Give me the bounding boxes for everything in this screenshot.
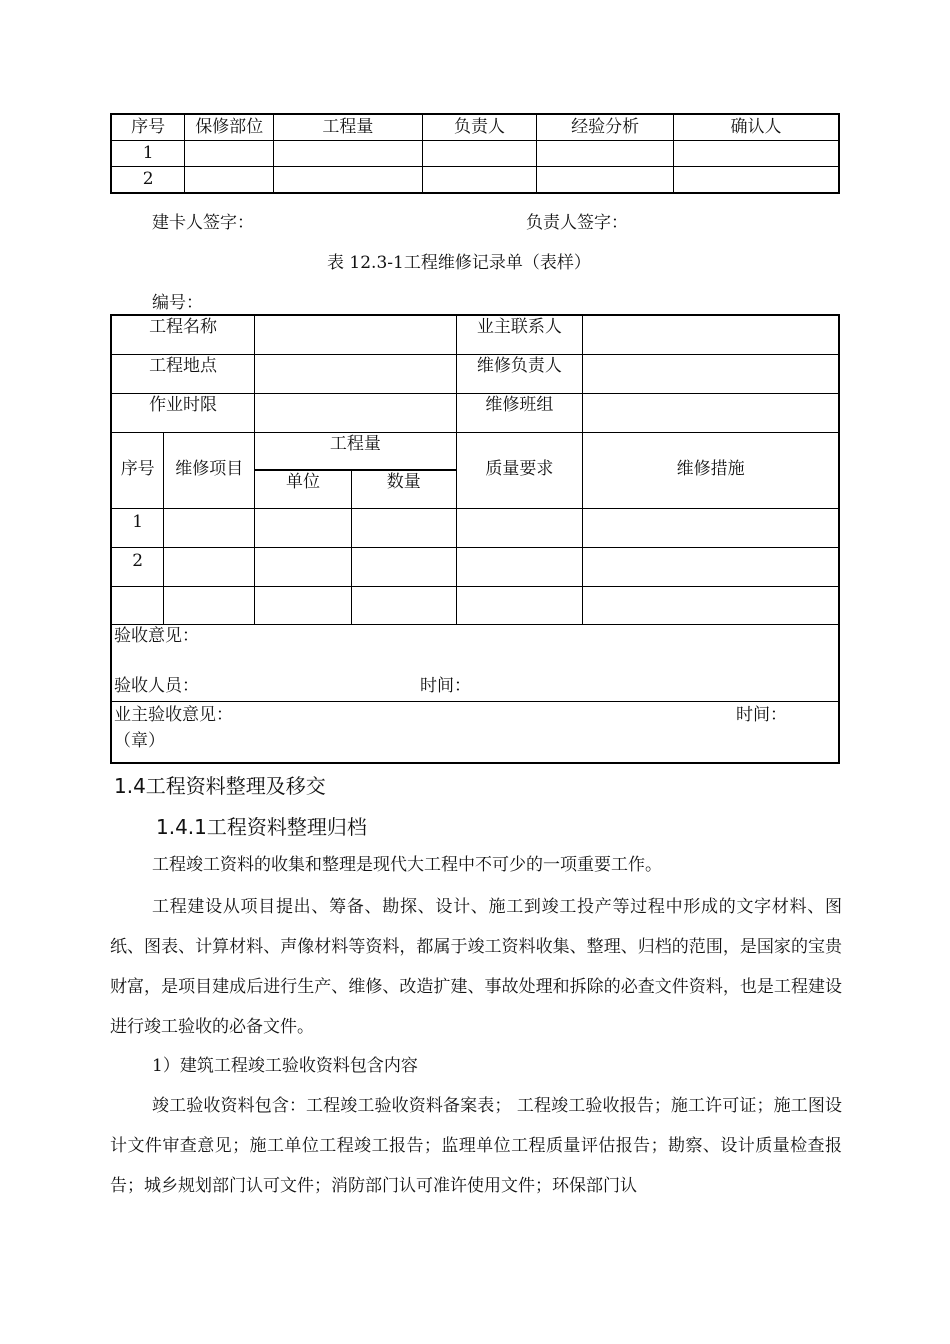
- table-cell: [185, 141, 274, 167]
- project-site-value: [255, 354, 456, 393]
- acceptance-cell: [111, 624, 839, 701]
- work-period-label: 作业时限: [111, 393, 255, 432]
- repair-record-table: [110, 314, 840, 764]
- table-cell: [583, 508, 839, 547]
- owner-time-label: 时间：: [736, 704, 787, 725]
- table-row: [111, 586, 839, 624]
- owner-contact-value: [583, 315, 839, 354]
- table-cell: [255, 547, 352, 586]
- paragraph: 工程竣工资料的收集和整理是现代大工程中不可少的一项重要工作。: [152, 855, 662, 875]
- table-header-row: [111, 432, 839, 470]
- table-cell: [255, 508, 352, 547]
- owner-contact-label: 业主联系人: [456, 315, 583, 354]
- table-row: [111, 315, 839, 354]
- table-cell: [164, 547, 255, 586]
- project-name-value: [255, 315, 456, 354]
- work-period-value: [255, 393, 456, 432]
- table-cell: [164, 508, 255, 547]
- table-cell: [422, 167, 537, 194]
- repair-lead-value: [583, 354, 839, 393]
- table-cell: [456, 547, 583, 586]
- col-item-header: 维修项目: [164, 432, 255, 508]
- table-cell: [351, 547, 456, 586]
- project-site-label: 工程地点: [111, 354, 255, 393]
- header-cell: 序号: [111, 114, 185, 141]
- table-cell: [351, 508, 456, 547]
- acceptance-opinion-label: 验收意见：: [114, 625, 199, 646]
- table-cell: [583, 547, 839, 586]
- table-cell: [583, 586, 839, 624]
- col-quantity-header: 工程量: [255, 432, 456, 470]
- row-number: 2: [111, 167, 185, 194]
- acceptance-staff-label: 验收人员：: [114, 675, 199, 696]
- col-measures-header: 维修措施: [583, 432, 839, 508]
- header-cell: 保修部位: [185, 114, 274, 141]
- paragraph: 竣工验收资料包含：工程竣工验收资料备案表； 工程竣工验收报告；施工许可证；施工图设计文件审查意见；施工单位工程竣工报告；监理单位工程质量评估报告；勘察、设计质量检查报告；城乡规划部门认可文件；消防部门认可准许使用文件；环保部门认: [110, 1096, 842, 1196]
- table-cell: [456, 586, 583, 624]
- project-name-label: 工程名称: [111, 315, 255, 354]
- table-cell: [673, 167, 839, 194]
- col-no-header: 序号: [111, 432, 164, 508]
- table-row: [111, 354, 839, 393]
- seal-label: （章）: [114, 730, 165, 751]
- table-row: [111, 167, 839, 194]
- table-cell: [274, 141, 423, 167]
- row-number: [111, 586, 164, 624]
- repair-lead-label: 维修负责人: [456, 354, 583, 393]
- repair-team-value: [583, 393, 839, 432]
- warranty-table: [110, 113, 840, 194]
- card-creator-signature: 建卡人签字：: [152, 213, 254, 233]
- table-cell: [255, 586, 352, 624]
- col-quality-header: 质量要求: [456, 432, 583, 508]
- table-cell: [422, 141, 537, 167]
- serial-number-label: 编号：: [152, 293, 203, 313]
- table-cell: [673, 141, 839, 167]
- table-cell: [185, 167, 274, 194]
- table-cell: [537, 167, 674, 194]
- table-cell: [351, 586, 456, 624]
- acceptance-time-label: 时间：: [420, 675, 471, 696]
- table-row: [111, 393, 839, 432]
- list-heading: 1）建筑工程竣工验收资料包含内容: [152, 1056, 418, 1076]
- table-cell: [274, 167, 423, 194]
- header-cell: 确认人: [673, 114, 839, 141]
- table-cell: [164, 586, 255, 624]
- table-row: [111, 547, 839, 586]
- row-number: 1: [111, 508, 164, 547]
- subsection-heading: 1.4.1工程资料整理归档: [156, 815, 367, 839]
- table-row: [111, 508, 839, 547]
- col-unit-header: 单位: [255, 470, 352, 508]
- header-cell: 工程量: [274, 114, 423, 141]
- repair-team-label: 维修班组: [456, 393, 583, 432]
- owner-opinion-label: 业主验收意见：: [114, 704, 233, 725]
- table-row: [111, 141, 839, 167]
- table-header-row: [111, 114, 839, 141]
- header-cell: 经验分析: [537, 114, 674, 141]
- table-cell: [456, 508, 583, 547]
- col-amount-header: 数量: [351, 470, 456, 508]
- acceptance-row: [111, 624, 839, 701]
- responsible-signature: 负责人签字：: [526, 213, 628, 233]
- owner-acceptance-cell: [111, 701, 839, 763]
- row-number: 2: [111, 547, 164, 586]
- header-cell: 负责人: [422, 114, 537, 141]
- table-caption: 表 12.3-1工程维修记录单（表样）: [327, 253, 591, 273]
- table-cell: [537, 141, 674, 167]
- section-heading: 1.4工程资料整理及移交: [114, 774, 326, 798]
- paragraph: 工程建设从项目提出、筹备、勘探、设计、施工到竣工投产等过程中形成的文字材料、图纸、图表、计算材料、声像材料等资料，都属于竣工资料收集、整理、归档的范围，是国家的宝贵财富，是项目建成后进行生产、维修、改造扩建、事故处理和拆除的必查文件资料，也是工程建设进行竣工验收的必备文件。: [110, 897, 842, 1037]
- row-number: 1: [111, 141, 185, 167]
- owner-acceptance-row: [111, 701, 839, 763]
